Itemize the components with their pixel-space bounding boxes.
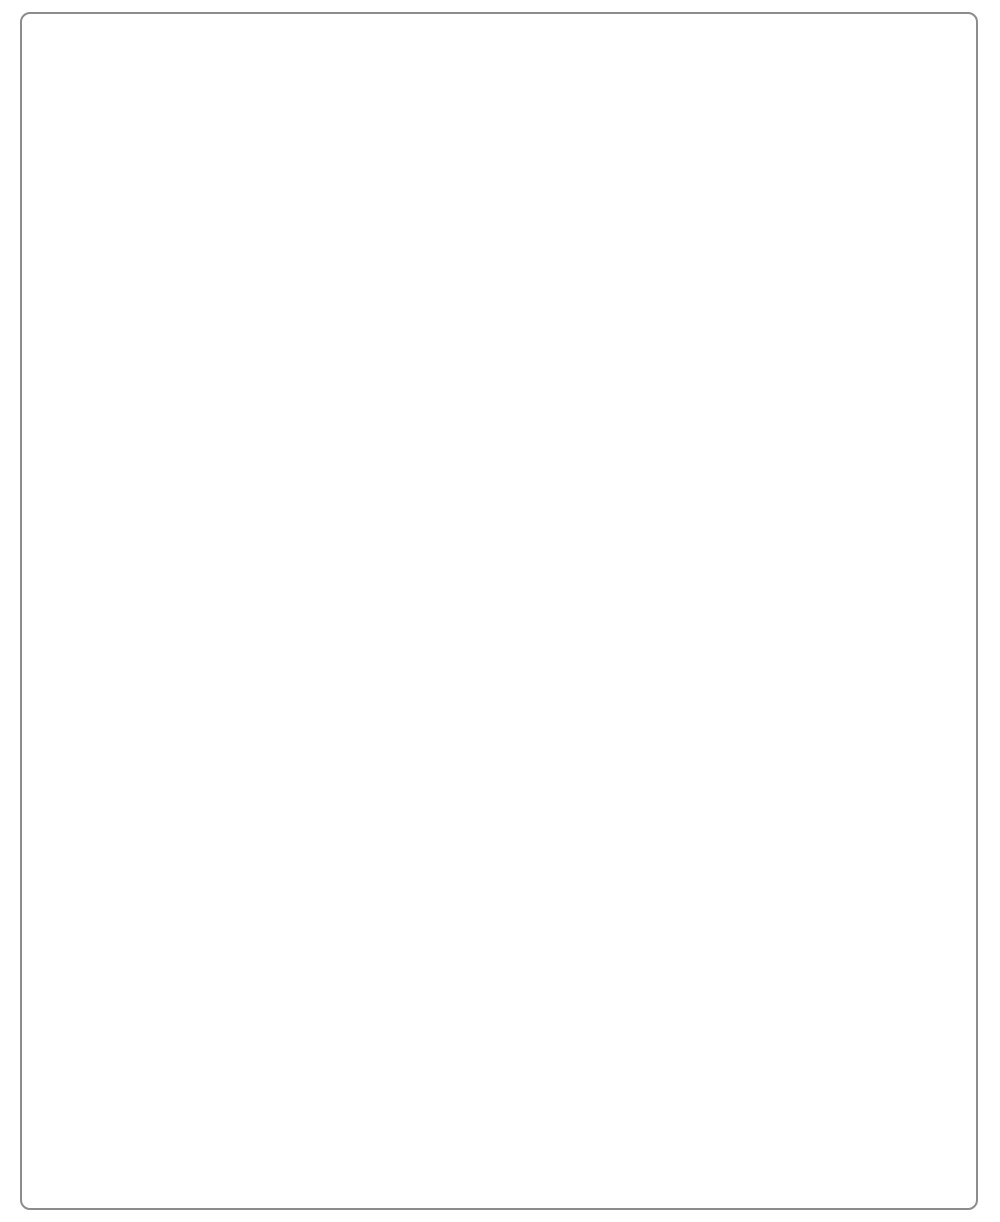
course-schedule-table [20, 12, 978, 1210]
